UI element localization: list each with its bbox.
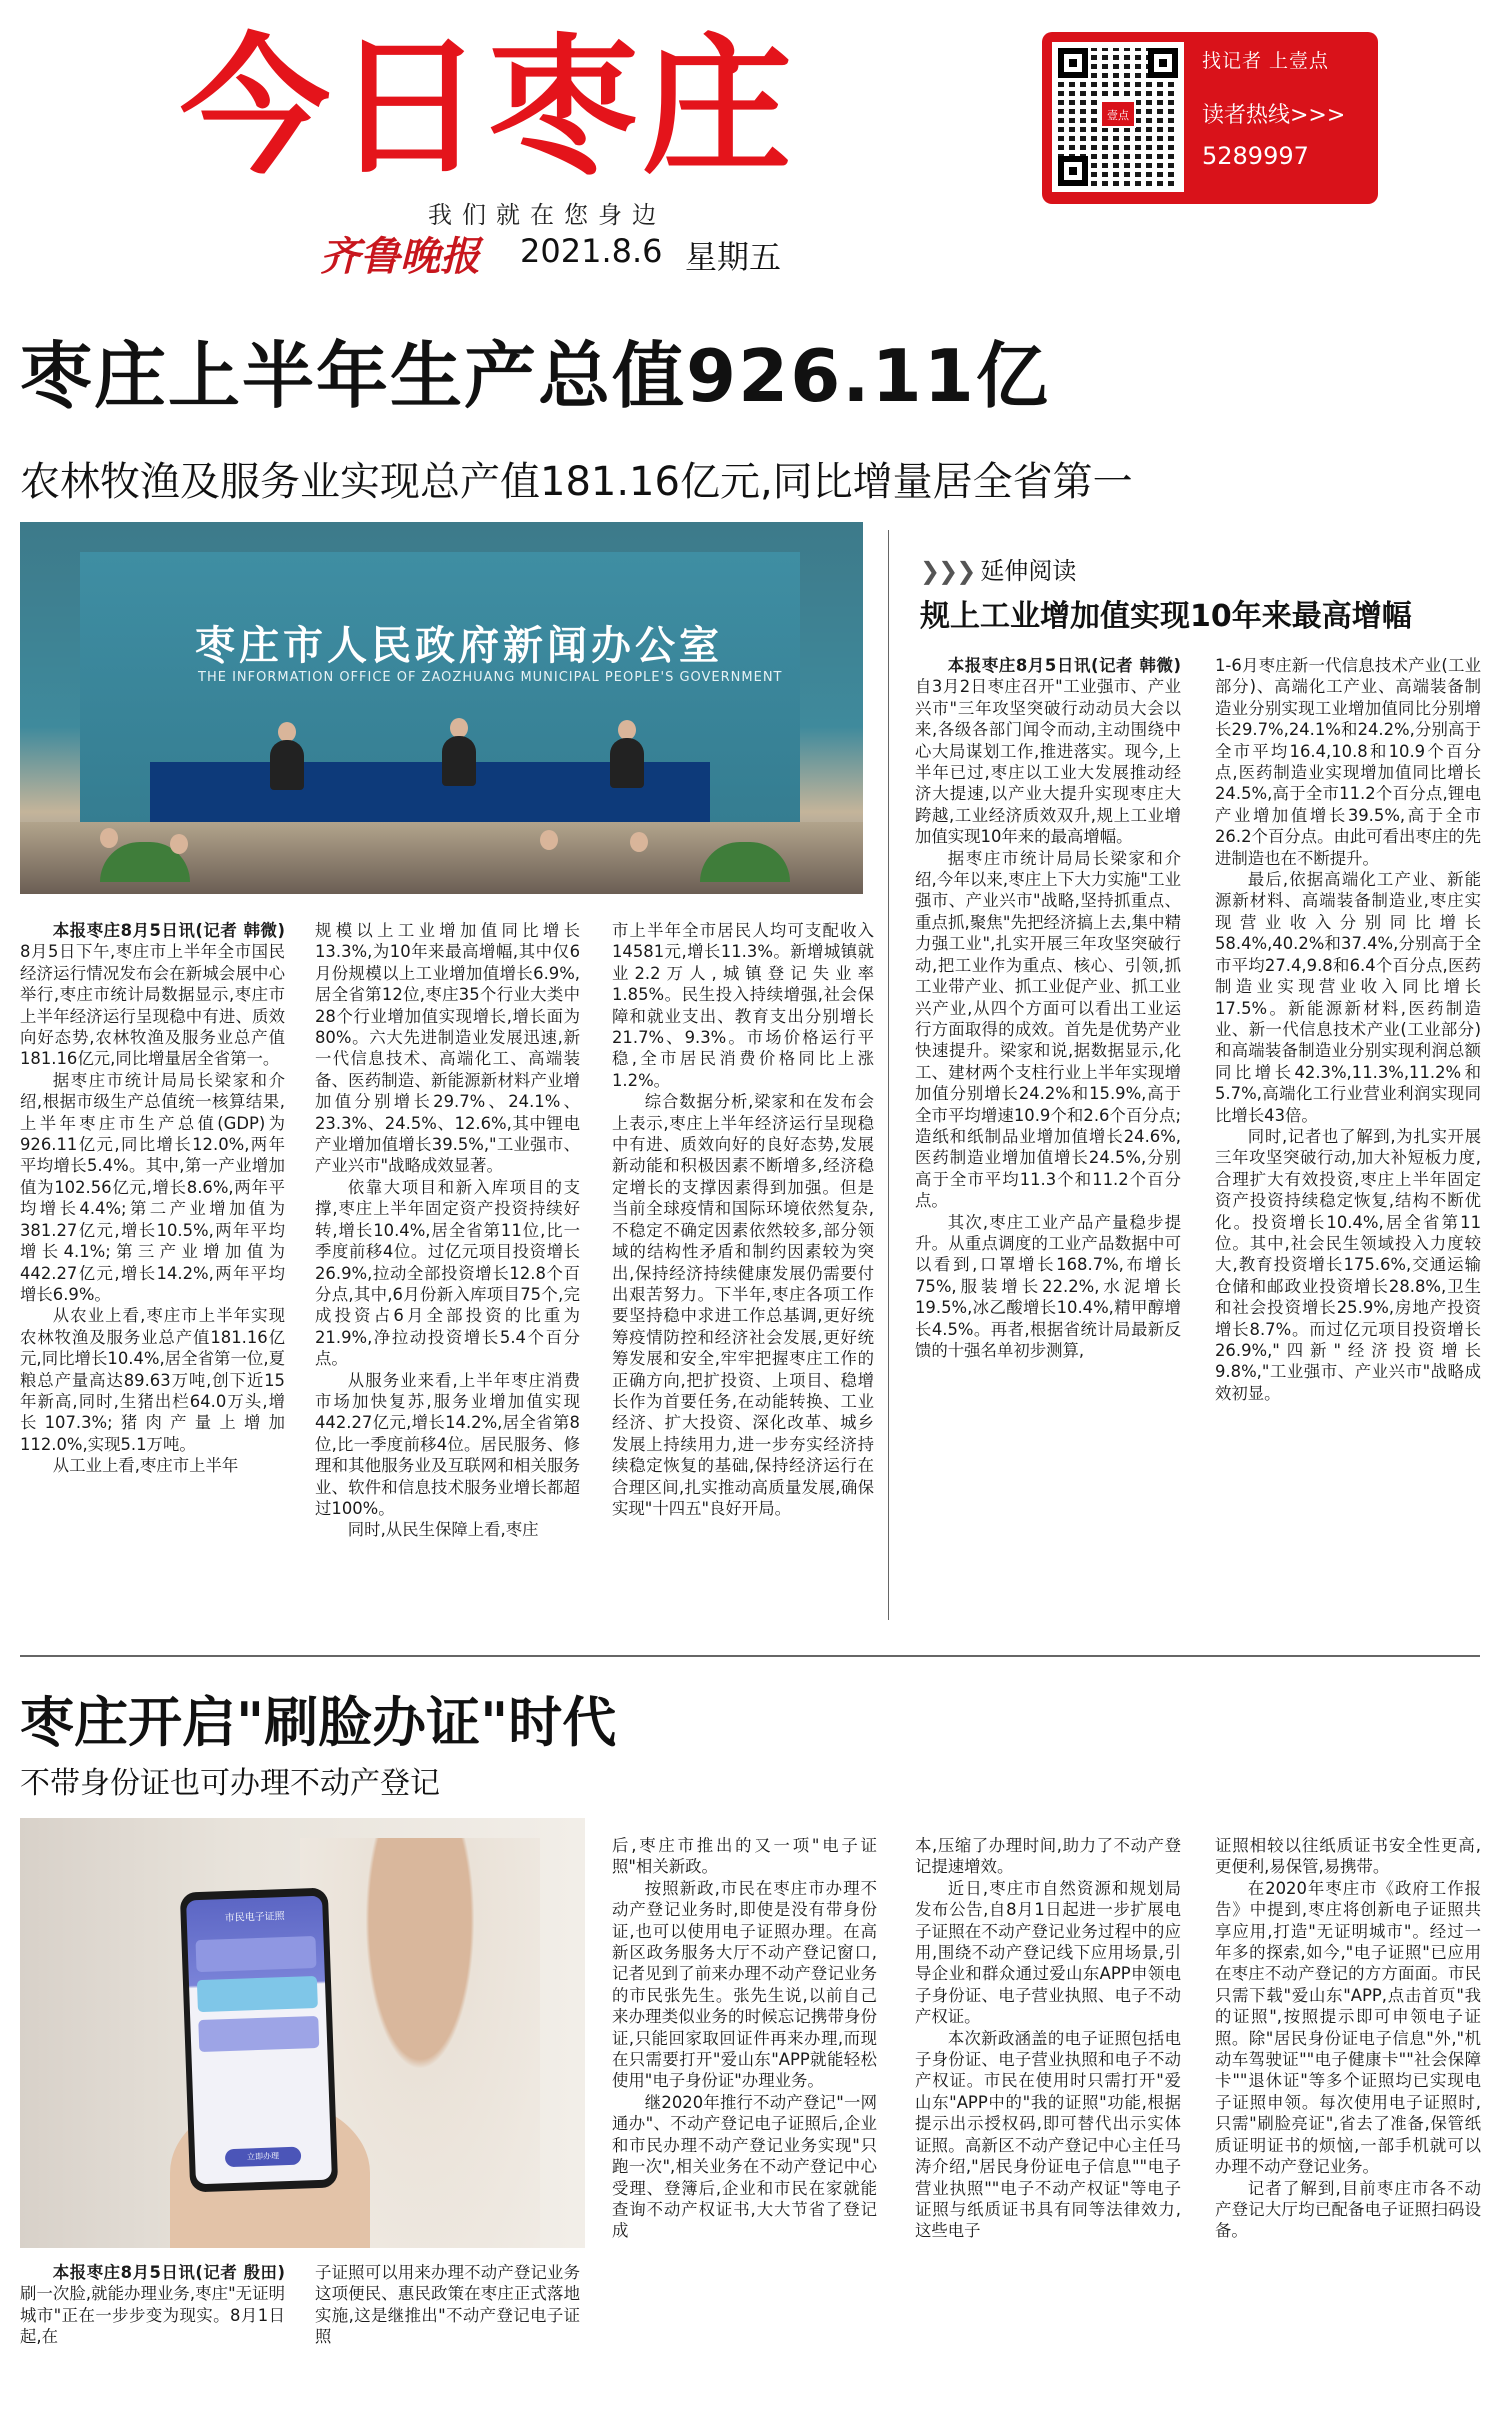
paragraph: 据枣庄市统计局局长梁家和介绍,今年以来,枣庄上下大力实施"工业强市、产业兴市"战略,坚持抓重点、重点抓,聚焦"先把经济搞上去,集中精力强工业",扎实开展三年攻坚突破行动,把工业作为重点、核心、引领,抓工业带产业、抓工业促产业、抓工业兴产业,从四个方面可以看出工业运行方面取得的成效。首先是优势产业快速提升。梁家和说,据数据显示,化工、建材两个支柱行业上半年实现增加值分别增长24.2%和15.9%,高于全市平均增速10.9个和2.6个百分点;造纸和纸制品业增加值增长24.6%,医药制造业增加值增长24.5%,分别高于全市平均11.3个和11.2个百分点。 [915,848,1181,1211]
phone-icon [180,1888,338,2193]
dateline: 本报枣庄8月5日讯(记者 韩微) [52,921,285,940]
dateline: 本报枣庄8月5日讯(记者 殷田) [52,2263,285,2282]
paragraph: 规模以上工业增加值同比增长13.3%,为10年来最高增幅,其中仅6月份规模以上工业增加值增长6.9%,居全省第12位,枣庄35个行业大类中28个行业增加值实现增长,增长面为80%。六大先进制造业发展迅速,新一代信息技术、高端化工、高端装备、医药制造、新能源新材料产业增加值分别增长29.7%、24.1%、23.3%、24.5%、12.6%,其中锂电产业增加值增长39.5%,"工业强市、产业兴市"战略成效显著。 [315,921,580,1176]
issue-date: 2021.8.6 [520,232,663,270]
paragraph: 同时,记者也了解到,为扎实开展三年攻坚突破行动,加大补短板力度,合理扩大有效投资,枣庄上半年固定资产投资持续稳定恢复,结构不断优化。投资增长10.4%,居全省第11位。其中,社会民生领域投入力度较大,教育投资增长175.6%,交通运输仓储和邮政业投资增长28.8%,卫生和社会投资增长25.9%,房地产投资增长8.7%。而过亿元项目投资增长26.9%,"四新"经济投资增长9.8%,"工业强市、产业兴市"战略成效初显。 [1215,1126,1481,1403]
paragraph: 从服务业来看,上半年枣庄消费市场加快复苏,服务业增加值实现442.27亿元,增长14.2%,居全省第8位,比一季度前移4位。居民服务、修理和其他服务业及互联网和相关服务业、软件和信息技术服务业增长都超过100%。 [315,1370,580,1518]
lead-column-1 [20,920,285,1610]
chevrons-icon: ❯❯❯ [920,557,975,585]
paragraph: 本,压缩了办理时间,助力了不动产登记提速增效。 [915,1836,1181,1877]
extended-headline: 规上工业增加值实现10年来最高增幅 [920,599,1412,634]
paragraph: 从工业上看,枣庄市上半年 [52,1456,239,1476]
paragraph: 后,枣庄市推出的又一项"电子证照"相关新政。 [612,1836,877,1877]
paragraph: 据枣庄市统计局局长梁家和介绍,根据市级生产总值统一核算结果,上半年枣庄市生产总值(GDP)为926.11亿元,同比增长12.0%,两年平均增长5.4%。其中,第一产业增加值为102.56亿元,增长8.6%,两年平均增长4.4%;第二产业增加值为381.27亿元,增长10.5%,两年平均增长4.1%;第三产业增加值为442.27亿元,增长14.2%,两年平均增长6.9%。 [20,1070,285,1304]
story2-column-3 [612,1835,877,2405]
app-title: 市民电子证照 [224,1911,285,1925]
paragraph: 1-6月枣庄新一代信息技术产业(工业部分)、高端化工产业、高端装备制造业分别实现工业增加值同比分别增长29.7%,24.1%和24.2%,分别高于全市平均16.4,10.8和10.9个百分点,医药制造业实现增加值同比增长24.5%,高于全市11.2个百分点,锂电产业增加值增长39.5%,高于全市26.2个百分点。由此可看出枣庄的先进制造也在不断提升。 [1215,656,1481,868]
qr-code-icon[interactable] [1052,42,1184,192]
paragraph: 子证照可以用来办理不动产登记业务这项便民、惠民政策在枣庄正式落地实施,这是继推出"不动产登记电子证照 [315,2263,580,2347]
masthead [0,0,1500,300]
paragraph: 依靠大项目和新入库项目的支撑,枣庄上半年固定资产投资持续好转,增长10.4%,居全省第11位,比一季度前移4位。过亿元项目投资增长26.9%,拉动全部投资增长12.8个百分点,其中,6月份新入库项目75个,完成投资占6月全部投资的比重为21.9%,净拉动投资增长5.4个百分点。 [315,1177,580,1369]
newspaper-title: 今日枣庄 [180,21,797,195]
paragraph: 按照新政,市民在枣庄市办理不动产登记业务时,即使是没有带身份证,也可以使用电子证照办理。在高新区政务服务大厅不动产登记窗口,记者见到了前来办理不动产登记业务的市民张先生。张先生说,以前自己来办理类似业务的时候忘记携带身份证,只能回家取回证件再来办理,而现在只需要打开"爱山东"APP就能轻松使用"电子身份证"办理业务。 [612,1878,877,2091]
paragraph: 本次新政涵盖的电子证照包括电子身份证、电子营业执照和电子不动产权证。市民在使用时只需打开"爱山东"APP中的"我的证照"功能,根据提示出示授权码,即可替代出示实体证照。高新区不动产登记中心主任马涛介绍,"居民身份证电子信息""电子营业执照""电子不动产权证"等电子证照与纸质证书具有同等法律效力,这些电子 [915,2028,1181,2241]
paragraph: 其次,枣庄工业产品产量稳步提升。从重点调度的工业产品数据中可以看到,口罩增长168.7%,布增长75%,服装增长22.2%,水泥增长19.5%,冰乙酸增长10.4%,精甲醇增长4.5%。再者,根据省统计局最新反馈的十强名单初步测算, [915,1212,1181,1360]
extended-column-2 [1215,655,1481,1610]
reader-hotline-box [1042,32,1378,204]
qr-caption: 找记者 上壹点 [1202,50,1330,72]
paragraph: 在2020年枣庄市《政府工作报告》中提到,枣庄将创新电子证照共享应用,打造"无证明城市"。经过一年多的探索,如今,"电子证照"已应用在枣庄不动产登记的方方面面。市民只需下载"爱山东"APP,点击首页"我的证照",按照提示即可申领电子证照。除"居民身份证电子信息"外,"机动车驾驶证""电子健康卡""社会保障卡""退休证"等多个证照均已实现电子证照申领。每次使用电子证照时,只需"刷脸亮证",省去了准备,保管纸质证明证书的烦恼,一部手机就可以办理不动产登记业务。 [1215,1878,1481,2177]
hotline-label: 读者热线>>> [1202,103,1346,128]
paragraph: 继2020年推行不动产登记"一网通办"、不动产登记电子证照后,企业和市民办理不动产登记业务实现"只跑一次",相关业务在不动产登记中心受理、登簿后,企业和市民在家就能查询不动产权证书,大大节省了登记成 [612,2092,877,2241]
paragraph: 刷一次脸,就能办理业务,枣庄"无证明城市"正在一步步变为现实。8月1日起,在 [20,2284,285,2347]
lead-headline: 枣庄上半年生产总值926.11亿 [20,334,1050,418]
lead-column-2 [315,920,580,1610]
story2-headline: 枣庄开启"刷脸办证"时代 [20,1691,617,1754]
extended-reading-tag [920,551,1076,586]
hotline-number: 5289997 [1202,142,1309,170]
photo-sign-en: THE INFORMATION OFFICE OF ZAOZHUANG MUNICIPAL PEOPLE'S GOVERNMENT [198,670,783,685]
paragraph: 近日,枣庄市自然资源和规划局发布公告,自8月1日起进一步扩展电子证照在不动产登记业务过程中的应用,围绕不动产登记线下应用场景,引导企业和群众通过爱山东APP申领电子身份证、电子营业执照、电子不动产权证。 [915,1878,1181,2027]
paragraph: 从农业上看,枣庄市上半年实现农林牧渔及服务业总产值181.16亿元,同比增长10.4%,居全省第一位,夏粮总产量高达89.63万吨,创下近15年新高,同时,生猪出栏64.0万头,增长107.3%;猪肉产量上增加112.0%,实现5.1万吨。 [20,1306,285,1454]
paragraph: 综合数据分析,梁家和在发布会上表示,枣庄上半年经济运行呈现稳中有进、质效向好的良好态势,发展新动能和积极因素不断增多,经济稳定增长的支撑因素得到加强。但是当前全球疫情和国际环境依然复杂,不稳定不确定因素依然较多,部分领域的结构性矛盾和制约因素较为突出,保持经济持续健康发展仍需要付出艰苦努力。下半年,枣庄各项工作要坚持稳中求进工作总基调,更好统筹疫情防控和经济社会发展,更好统筹发展和安全,牢牢把握枣庄工作的正确方向,把扩投资、上项目、稳增长作为首要任务,在动能转换、工业经济、扩大投资、深化改革、城乡发展上持续用力,进一步夯实经济持续稳定恢复的基础,保持经济运行在合理区间,扎实推动高质量发展,确保实现"十四五"良好开局。 [612,1092,874,1518]
issue-weekday: 星期五 [685,238,782,276]
section-divider [20,1655,1480,1657]
slogan: 我们就在您身边 [428,201,666,229]
story2-column-2 [315,2262,580,2402]
photo-sign-cn: 枣庄市人民政府新闻办公室 [195,623,723,669]
extended-column-1 [915,655,1181,1610]
paragraph: 最后,依据高端化工产业、新能源新材料、高端装备制造业,枣庄实现营业收入分别同比增长58.4%,40.2%和37.4%,分别高于全市平均27.4,9.8和6.4个百分点,医药制造业实现营业收入同比增长17.5%。新能源新材料,医药制造业、新一代信息技术产业(工业部分)和高端装备制造业分别实现利润总额同比增长42.3%,11.3%,11.2%和5.7%,高端化工行业营业利润实现同比增长43倍。 [1215,870,1481,1125]
paragraph: 证照相较以往纸质证书安全性更高,更便利,易保管,易携带。 [1215,1836,1481,1877]
story2-subheadline: 不带身份证也可办理不动产登记 [20,1766,440,1801]
paragraph: 8月5日下午,枣庄市上半年全市国民经济运行情况发布会在新城会展中心举行,枣庄市统计局数据显示,枣庄市上半年经济运行呈现稳中有进、质效向好态势,农林牧渔及服务业总产值181.16亿元,同比增量居全省第一。 [20,942,285,1069]
paragraph: 同时,从民生保障上看,枣庄 [347,1520,539,1540]
brand-logo: 齐鲁晚报 [320,233,480,280]
dateline: 本报枣庄8月5日讯(记者 韩微) [947,656,1181,675]
paragraph: 市上半年全市居民人均可支配收入14581元,增长11.3%。新增城镇就业2.2万人,城镇登记失业率1.85%。民生投入持续增强,社会保障和就业支出、教育支出分别增长21.7%、9.3%。市场价格运行平稳,全市居民消费价格同比上涨1.2%。 [612,921,874,1090]
extended-tag-label: 延伸阅读 [980,557,1077,585]
lead-column-3 [612,920,874,1610]
lead-subheadline: 农林牧渔及服务业实现总产值181.16亿元,同比增量居全省第一 [20,459,1133,505]
paragraph: 记者了解到,目前枣庄市各不动产登记大厅均已配备电子证照扫码设备。 [1215,2178,1481,2241]
story2-column-4 [915,1835,1181,2405]
press-conference-photo [20,522,863,894]
story2-column-5 [1215,1835,1481,2405]
paragraph: 自3月2日枣庄召开"工业强市、产业兴市"三年攻坚突破行动动员大会以来,各级各部门闻令而动,主动围绕中心大局谋划工作,推进落实。现今,上半年已过,枣庄以工业大发展推动经济大提速,以产业大提升实现枣庄大跨越,工业经济质效双升,规上工业增加值实现10年来的最高增幅。 [915,677,1181,847]
app-button-label: 立即办理 [246,2151,280,2162]
column-divider [888,530,889,1620]
face-id-phone-photo [20,1818,585,2248]
story2-column-1 [20,2262,285,2402]
qr-logo: 壹点 [1100,100,1136,128]
